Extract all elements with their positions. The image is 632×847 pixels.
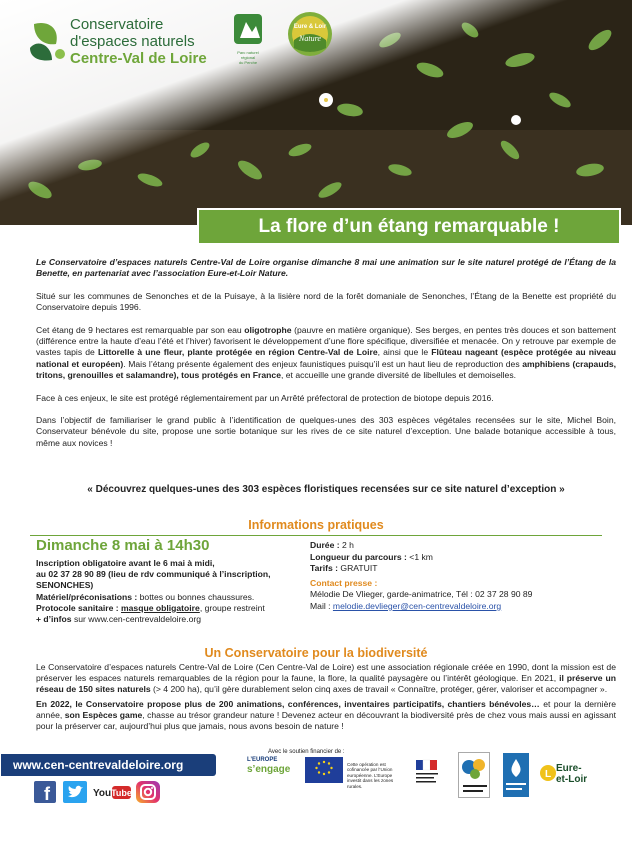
europe-line2: s’engage	[247, 764, 291, 775]
length-label: Longueur du parcours :	[310, 551, 407, 562]
leaf-logo-icon	[26, 18, 70, 66]
conservatoire-heading: Un Conservatoire pour la biodiversité	[204, 646, 428, 660]
sanitary-value: masque obligatoire	[121, 602, 200, 613]
mail-label: Mail :	[310, 600, 333, 611]
cons-part: Le Conservatoire d’espaces naturels Centre-Val de Loire (Cen Centre-Val de Loire) est une association régionale créée en 1990, dont la mission est de préserver les espaces naturels remarquables de la région pour la faune, la flore, la qualité paysagère ou l’intérêt géologique. En 2021,	[36, 662, 616, 684]
info-left-column	[36, 537, 306, 625]
sanitary-label: Protocole sanitaire :	[36, 602, 122, 613]
eure-et-loir-logo	[556, 763, 587, 785]
parc-perche-logo	[228, 12, 270, 74]
conservatoire-p2	[36, 699, 616, 733]
sanitary-line	[36, 603, 306, 614]
svg-text:Eure & Loir: Eure & Loir	[293, 24, 327, 30]
registration-phone: au 02 37 28 90 89 (lieu de rdv communiqué à l’inscription, SENONCHES)	[36, 569, 271, 591]
parc-perche-caption: Parc naturel	[237, 50, 259, 55]
support-label: Avec le soutien financier de :	[268, 749, 345, 755]
desc-bold: oligotrophe	[244, 324, 292, 335]
price-line	[310, 563, 610, 575]
svg-text:f: f	[44, 784, 50, 803]
cons-bold: il préserve un réseau de 150 sites naturels	[36, 673, 616, 695]
republique-francaise-logo	[412, 757, 442, 787]
eu-flag-icon	[305, 757, 343, 783]
contact-label: Contact presse :	[310, 577, 378, 588]
info-heading: Informations pratiques	[248, 518, 384, 532]
cen-logo-text	[70, 16, 207, 67]
more-info-line	[36, 614, 306, 625]
desc-part: (pauvre en matière organique). Ses berges, en pentes très douces et son battement (différence entre la haute d’eau l’été et l’hiver) favorisent le développement d’une flore spécifique, diversifiée et menacée. On y retrouve par exemple de vastes tapis de	[36, 324, 616, 358]
desc-bold: amphibiens (crapauds, tritons, grenouilles et salamandre), tous protégés en France	[36, 358, 616, 381]
website-link[interactable]	[1, 754, 216, 776]
duration-label: Durée :	[310, 540, 340, 550]
intro-protection: Face à ces enjeux, le site est protégé réglementairement par un Arrêté préfectoral de protection de biotope depuis 2016.	[36, 392, 494, 403]
duration-line	[310, 540, 610, 552]
intro-description	[36, 325, 616, 382]
org-name-line2: d'espaces naturels	[70, 33, 195, 50]
svg-text:L: L	[544, 769, 552, 780]
website-link-label: www.cen-centrevaldeloire.org	[13, 758, 184, 772]
eure-et-loir-mark-icon	[540, 760, 556, 786]
eure-loir-nature-logo	[286, 10, 334, 58]
desc-part: . Mais l’étang présente également des enjeux faunistiques puisqu’il est un haut lieu de reproduction des	[123, 358, 523, 369]
more-info-label: + d’infos	[36, 614, 72, 625]
conservatoire-p1	[36, 662, 616, 696]
mail-line	[310, 601, 610, 613]
price-value: GRATUIT	[338, 563, 378, 574]
title-banner	[197, 208, 621, 245]
registration-line2	[36, 569, 306, 591]
highlight-quote: « Découvrez quelques-unes des 303 espèces floristiques recensées sur ce site naturel d’exception »	[87, 484, 565, 495]
eureloir-line1: Eure-	[556, 763, 582, 774]
contact-name: Mélodie De Vlieger, garde-animatrice, Tél : 02 37 28 90 89	[310, 589, 533, 600]
org-name-line3: Centre-Val de Loire	[70, 50, 207, 67]
cons-bold: le Conservatoire propose plus de 200 animations, conférences, inventaires participatifs, chantiers bénévoles…	[75, 698, 540, 709]
event-date: Dimanche 8 mai à 14h30	[36, 537, 210, 554]
svg-text:You: You	[93, 788, 112, 799]
duration-value: 2 h	[339, 540, 354, 550]
intro-text	[36, 257, 616, 460]
europe-line1: L’EUROPE	[247, 757, 278, 763]
instagram-icon[interactable]	[136, 781, 160, 803]
length-line	[310, 552, 610, 564]
material-label: Matériel/préconisations :	[36, 591, 138, 602]
parc-perche-caption-3: du Perche	[238, 60, 258, 65]
intro-lead: Le Conservatoire d’espaces naturels Centre-Val de Loire organise dimanche 8 mai une animation sur le site naturel protégé de l’Étang de la Benette, en partenariat avec l’association Eure-et-Loir Nature.	[36, 257, 616, 279]
cen-logo	[26, 16, 236, 78]
mail-link[interactable]: melodie.devlieger@cen-centrevaldeloire.org	[332, 600, 502, 611]
registration-line1	[36, 558, 306, 569]
desc-bold: Flûteau nageant (espèce protégée au niveau national et européen)	[36, 347, 616, 369]
youtube-icon[interactable]	[93, 781, 131, 803]
length-value: <1 km	[406, 551, 433, 562]
registration-text: Inscription obligatoire avant le 6 mai à midi,	[36, 558, 215, 568]
info-divider	[30, 535, 602, 536]
sanitary-rest: , groupe restreint	[199, 602, 265, 613]
cons-bold: En 2022,	[36, 698, 76, 709]
twitter-icon[interactable]	[63, 781, 87, 803]
page-title: La flore d’un étang remarquable !	[258, 215, 560, 237]
price-label: Tarifs :	[310, 563, 339, 574]
desc-part: , ainsi que le	[377, 347, 432, 358]
cons-part: et pour la dernière année,	[36, 698, 616, 720]
intro-location: Situé sur les communes de Senonches et de la Puisaye, à la lisière nord de la forêt domaniale de Senonches, l’Étang de la Benette est propriété du Conservatoire depuis 1996.	[36, 290, 616, 313]
parc-perche-caption-2: régional	[240, 55, 256, 60]
org-name-line1: Conservatoire	[70, 16, 164, 33]
svg-text:Nature: Nature	[299, 34, 321, 43]
desc-part: Cet étang de 9 hectares est remarquable par son eau	[36, 324, 245, 335]
desc-part: , et accueille une grande diversité de libellules et demoiselles.	[280, 370, 517, 381]
desc-bold: Littorelle à une fleur, plante protégée en région Centre-Val de Loire	[97, 347, 378, 358]
info-right-column	[310, 540, 610, 613]
material-line	[36, 592, 306, 603]
cons-bold: son Espèces game	[64, 709, 143, 720]
more-info-value[interactable]: sur www.cen-centrevaldeloire.org	[71, 614, 202, 625]
eu-cofinance-note: Cette opération est cofinancée par l’Union européenne. L’Europe investit dans les zones rurales.	[347, 762, 394, 789]
cons-part: (> 4 200 ha), qu’il gère durablement selon cinq axes de travail « Connaître, protéger, gérer, valoriser et accompagner ».	[150, 684, 608, 695]
europe-engage-logo	[247, 757, 290, 775]
agence-eau-logo	[503, 753, 529, 797]
conservatoire-text	[36, 662, 616, 735]
eureloir-line2: et-Loir	[556, 774, 588, 785]
material-value: bottes ou bonnes chaussures.	[137, 591, 255, 602]
svg-text:Tube: Tube	[111, 788, 131, 798]
region-centre-logo	[458, 752, 490, 798]
cons-part: , chasse au trésor grandeur nature ! Devenez acteur en découvrant la biodiversité près de chez vous mais aussi en agissant pour la préserver car, aujourd’hui plus que jamais, nous avons besoin de nature !	[36, 709, 616, 732]
facebook-icon[interactable]	[34, 781, 56, 803]
intro-activity: Dans l’objectif de familiariser le grand public à l’identification de quelques-unes des 303 espèces végétales recensées sur le site, Michel Boin, Conservateur bénévole du site, propose une sortie botanique sur les rives de ce site naturel d’exception. Une balade botanique accessible à tous, même aux novices !	[36, 415, 616, 448]
